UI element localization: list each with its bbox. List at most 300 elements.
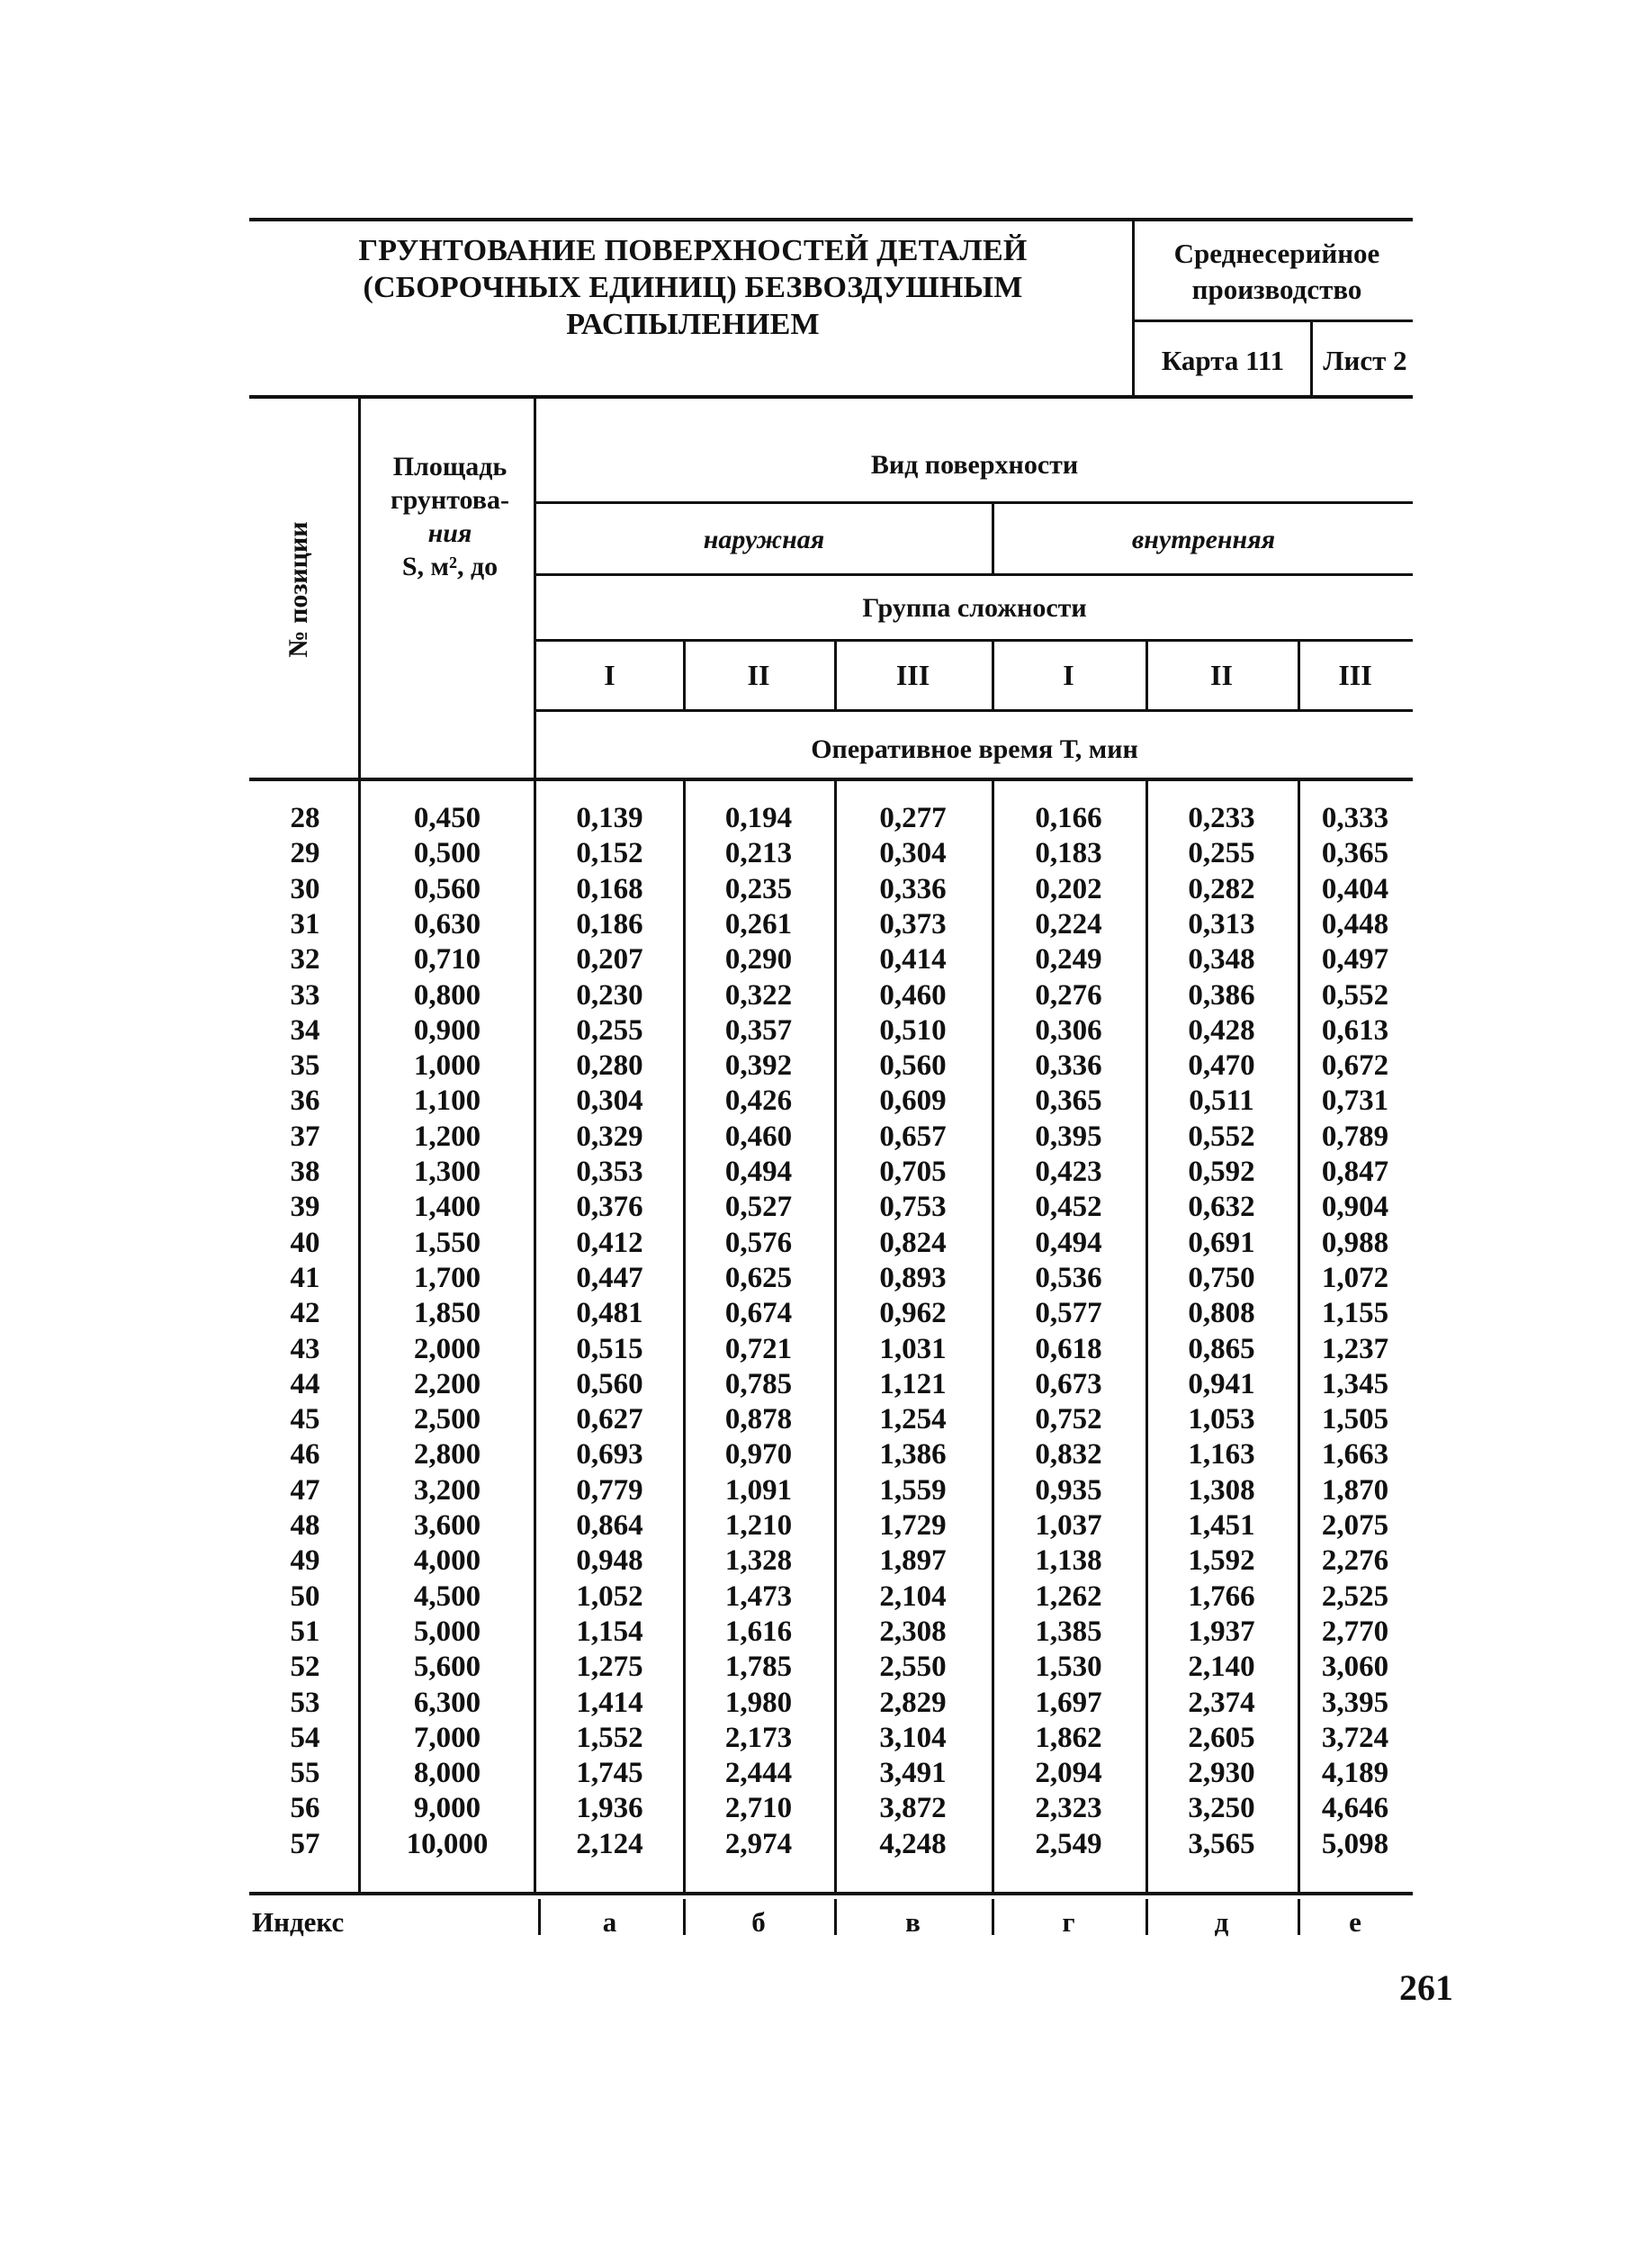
- time-cell: 0,613: [1321, 1013, 1389, 1047]
- time-cell: 1,870: [1321, 1473, 1389, 1507]
- table-row: [0, 978, 1644, 1013]
- time-cell: 0,753: [879, 1191, 947, 1224]
- time-cell: 3,104: [879, 1721, 947, 1754]
- time-cell: 1,616: [724, 1615, 793, 1648]
- table-row: [0, 1544, 1644, 1579]
- area-header-line: S, м², до: [401, 552, 499, 581]
- time-cell: 0,970: [724, 1438, 793, 1472]
- time-cell: 1,121: [879, 1367, 947, 1400]
- time-cell: 0,395: [1035, 1120, 1102, 1153]
- position-cell: 33: [290, 978, 320, 1012]
- time-cell: 0,277: [879, 802, 947, 834]
- time-cell: 0,576: [724, 1226, 793, 1259]
- table-row: [0, 1650, 1644, 1685]
- index-cell: в: [905, 1906, 921, 1938]
- table-row: [0, 1048, 1644, 1084]
- area-cell: 0,500: [413, 837, 481, 870]
- area-cell: 2,500: [413, 1403, 481, 1436]
- complexity-group-inner-3: III: [1338, 659, 1372, 691]
- time-cell: 1,163: [1188, 1438, 1255, 1472]
- time-cell: 0,779: [576, 1473, 643, 1507]
- time-cell: 0,878: [724, 1403, 793, 1436]
- area-cell: 0,450: [413, 802, 481, 834]
- time-cell: 0,276: [1035, 978, 1102, 1012]
- time-cell: 1,308: [1188, 1473, 1255, 1507]
- time-cell: 0,306: [1035, 1013, 1102, 1047]
- time-cell: 2,549: [1035, 1827, 1102, 1860]
- position-cell: 29: [290, 837, 320, 870]
- operative-time-header: Оперативное время Т, мин: [811, 734, 1138, 764]
- table-row: [0, 1402, 1644, 1437]
- time-cell: 0,460: [879, 978, 947, 1012]
- time-cell: 2,770: [1321, 1615, 1389, 1648]
- area-cell: 2,200: [413, 1367, 481, 1400]
- area-cell: 1,300: [413, 1156, 481, 1188]
- time-cell: 0,392: [724, 1049, 793, 1083]
- time-cell: 2,075: [1321, 1509, 1389, 1542]
- position-cell: 41: [290, 1261, 320, 1294]
- time-cell: 0,511: [1189, 1084, 1254, 1118]
- time-cell: 0,261: [724, 907, 793, 940]
- table-row: [0, 1686, 1644, 1721]
- production-line-2: производство: [1191, 274, 1362, 305]
- surface-type-rule: [536, 501, 1413, 504]
- time-cell: 1,237: [1321, 1332, 1389, 1365]
- time-cell: 0,592: [1188, 1156, 1255, 1188]
- time-cell: 0,785: [724, 1367, 793, 1400]
- time-cell: 2,140: [1188, 1651, 1255, 1684]
- table-row: [0, 872, 1644, 907]
- time-cell: 0,224: [1035, 907, 1102, 940]
- time-cell: 1,072: [1321, 1261, 1389, 1294]
- time-cell: 4,646: [1321, 1792, 1389, 1825]
- time-cell: 0,365: [1321, 837, 1389, 870]
- area-cell: 3,600: [413, 1509, 481, 1542]
- outer-header: наружная: [703, 525, 825, 554]
- time-cell: 0,333: [1321, 802, 1389, 834]
- time-cell: 0,510: [879, 1013, 947, 1047]
- table-row: [0, 836, 1644, 871]
- time-cell: 4,248: [879, 1827, 947, 1860]
- area-cell: 7,000: [413, 1721, 481, 1754]
- position-cell: 40: [290, 1226, 320, 1259]
- time-cell: 0,280: [576, 1049, 643, 1083]
- area-header-line: ния: [427, 518, 472, 548]
- time-cell: 0,941: [1188, 1367, 1255, 1400]
- time-cell: 5,098: [1321, 1827, 1389, 1860]
- time-cell: 1,697: [1035, 1686, 1102, 1719]
- time-cell: 1,559: [879, 1473, 947, 1507]
- time-cell: 0,230: [576, 978, 643, 1012]
- time-cell: 1,745: [576, 1757, 643, 1790]
- sheet-number: Лист 2: [1323, 345, 1407, 376]
- area-cell: 0,900: [413, 1013, 481, 1047]
- time-cell: 2,374: [1188, 1686, 1255, 1719]
- area-cell: 8,000: [413, 1757, 481, 1790]
- time-cell: 0,235: [724, 872, 793, 905]
- time-cell: 3,060: [1321, 1651, 1389, 1684]
- area-cell: 1,550: [413, 1226, 481, 1259]
- time-cell: 0,731: [1321, 1084, 1389, 1118]
- time-cell: 0,497: [1321, 943, 1389, 976]
- time-cell: 0,426: [724, 1084, 793, 1118]
- time-cell: 0,249: [1035, 943, 1102, 976]
- table-row: [0, 1084, 1644, 1119]
- time-cell: 0,625: [724, 1261, 793, 1294]
- time-cell: 0,962: [879, 1297, 947, 1330]
- area-header-line: грунтова-: [391, 485, 509, 515]
- page-number: 261: [1399, 1967, 1453, 2008]
- time-cell: 0,412: [576, 1226, 643, 1259]
- area-cell: 0,800: [413, 978, 481, 1012]
- time-cell: 1,345: [1321, 1367, 1389, 1400]
- time-cell: 3,872: [879, 1792, 947, 1825]
- position-cell: 38: [290, 1156, 320, 1188]
- time-cell: 1,210: [724, 1509, 793, 1542]
- header-bottom-rule: [249, 395, 1413, 399]
- inner-header: внутренняя: [1131, 525, 1276, 554]
- outer-inner-rule: [536, 573, 1413, 576]
- time-cell: 0,864: [576, 1509, 643, 1542]
- position-cell: 53: [290, 1686, 320, 1719]
- time-cell: 0,404: [1321, 872, 1389, 905]
- position-cell: 42: [290, 1297, 320, 1330]
- time-cell: 1,937: [1188, 1615, 1255, 1648]
- time-cell: 0,414: [879, 943, 947, 976]
- time-cell: 0,560: [576, 1367, 643, 1400]
- time-cell: 0,632: [1188, 1191, 1255, 1224]
- area-cell: 1,000: [413, 1049, 481, 1083]
- time-cell: 0,290: [724, 943, 793, 976]
- production-rule: [1135, 320, 1413, 322]
- area-cell: 4,000: [413, 1544, 481, 1578]
- document-title: [252, 232, 1134, 343]
- time-cell: 1,552: [576, 1721, 643, 1754]
- area-cell: 9,000: [413, 1792, 481, 1825]
- data-col-divider: [683, 642, 686, 712]
- production-line-1: Среднесерийное: [1173, 238, 1380, 269]
- time-cell: 1,154: [576, 1615, 643, 1648]
- data-col-divider: [834, 642, 837, 712]
- area-cell: 5,600: [413, 1651, 481, 1684]
- position-cell: 56: [290, 1792, 320, 1825]
- time-cell: 0,948: [576, 1544, 643, 1578]
- time-cell: 4,189: [1321, 1757, 1389, 1790]
- complexity-group-outer-1: I: [604, 659, 615, 691]
- time-cell: 3,250: [1188, 1792, 1255, 1825]
- time-cell: 0,618: [1035, 1332, 1102, 1365]
- table-row: [0, 1190, 1644, 1225]
- area-cell: 10,000: [406, 1827, 489, 1860]
- time-cell: 0,233: [1188, 802, 1255, 834]
- time-cell: 1,031: [879, 1332, 947, 1365]
- table-row: [0, 1261, 1644, 1296]
- time-cell: 1,037: [1035, 1509, 1102, 1542]
- time-cell: 1,592: [1188, 1544, 1255, 1578]
- area-cell: 1,100: [413, 1084, 481, 1118]
- time-cell: 0,560: [879, 1049, 947, 1083]
- time-cell: 0,935: [1035, 1473, 1102, 1507]
- area-cell: 0,710: [413, 943, 481, 976]
- position-cell: 54: [290, 1721, 320, 1754]
- title-line-1: ГРУНТОВАНИЕ ПОВЕРХНОСТЕЙ ДЕТАЛЕЙ: [358, 234, 1028, 267]
- time-cell: 0,452: [1035, 1191, 1102, 1224]
- time-cell: 0,353: [576, 1156, 643, 1188]
- table-row: [0, 1155, 1644, 1190]
- time-cell: 3,724: [1321, 1721, 1389, 1754]
- group-rule: [536, 709, 1413, 712]
- table-row: [0, 907, 1644, 942]
- time-cell: 0,447: [576, 1261, 643, 1294]
- time-cell: 0,460: [724, 1120, 793, 1153]
- area-cell: 6,300: [413, 1686, 481, 1719]
- area-cell: 1,400: [413, 1191, 481, 1224]
- time-cell: 3,565: [1188, 1827, 1255, 1860]
- table-row: [0, 1756, 1644, 1791]
- time-cell: 0,494: [1035, 1226, 1102, 1259]
- time-cell: 0,527: [724, 1191, 793, 1224]
- table-row: [0, 1508, 1644, 1544]
- time-cell: 0,282: [1188, 872, 1255, 905]
- position-cell: 57: [290, 1827, 320, 1860]
- body-bottom-rule: [249, 1892, 1413, 1895]
- time-cell: 0,336: [879, 872, 947, 905]
- time-cell: 0,322: [724, 978, 793, 1012]
- time-cell: 0,348: [1188, 943, 1255, 976]
- table-row: [0, 801, 1644, 836]
- area-header-line: Площадь: [392, 452, 508, 482]
- time-cell: 0,213: [724, 837, 793, 870]
- position-cell: 39: [290, 1191, 320, 1224]
- time-cell: 1,155: [1321, 1297, 1389, 1330]
- index-cell: д: [1214, 1906, 1229, 1938]
- time-cell: 0,609: [879, 1084, 947, 1118]
- position-cell: 52: [290, 1651, 320, 1684]
- time-cell: 0,536: [1035, 1261, 1102, 1294]
- area-cell: 5,000: [413, 1615, 481, 1648]
- time-cell: 1,862: [1035, 1721, 1102, 1754]
- time-cell: 0,832: [1035, 1438, 1102, 1472]
- table-row: [0, 1437, 1644, 1472]
- index-cell: е: [1349, 1906, 1361, 1938]
- time-cell: 1,897: [879, 1544, 947, 1578]
- time-cell: 1,091: [724, 1473, 793, 1507]
- position-header: № позиции: [283, 521, 313, 658]
- time-cell: 0,904: [1321, 1191, 1389, 1224]
- table-row: [0, 1226, 1644, 1261]
- table-row: [0, 1791, 1644, 1826]
- time-cell: 0,552: [1188, 1120, 1255, 1153]
- time-cell: 0,357: [724, 1013, 793, 1047]
- time-cell: 0,386: [1188, 978, 1255, 1012]
- time-cell: 2,094: [1035, 1757, 1102, 1790]
- time-cell: 0,304: [576, 1084, 643, 1118]
- index-cell: г: [1062, 1906, 1075, 1938]
- position-cell: 30: [290, 872, 320, 905]
- time-cell: 0,448: [1321, 907, 1389, 940]
- table-row: [0, 1615, 1644, 1650]
- time-cell: 0,721: [724, 1332, 793, 1365]
- position-cell: 48: [290, 1509, 320, 1542]
- time-cell: 0,808: [1188, 1297, 1255, 1330]
- time-cell: 0,255: [1188, 837, 1255, 870]
- position-cell: 50: [290, 1580, 320, 1613]
- time-cell: 2,124: [576, 1827, 643, 1860]
- position-cell: 55: [290, 1757, 320, 1790]
- time-cell: 1,766: [1188, 1580, 1255, 1613]
- time-cell: 0,183: [1035, 837, 1102, 870]
- time-cell: 0,988: [1321, 1226, 1389, 1259]
- time-cell: 2,930: [1188, 1757, 1255, 1790]
- data-col-divider: [1298, 642, 1300, 712]
- time-cell: 0,515: [576, 1332, 643, 1365]
- time-cell: 0,304: [879, 837, 947, 870]
- time-cell: 0,865: [1188, 1332, 1255, 1365]
- time-cell: 2,974: [724, 1827, 793, 1860]
- time-cell: 0,552: [1321, 978, 1389, 1012]
- time-cell: 2,104: [879, 1580, 947, 1613]
- position-cell: 45: [290, 1403, 320, 1436]
- time-cell: 2,550: [879, 1651, 947, 1684]
- complexity-header: Группа сложности: [862, 593, 1087, 623]
- table-row: [0, 1721, 1644, 1756]
- time-cell: 2,444: [724, 1757, 793, 1790]
- time-cell: 0,750: [1188, 1261, 1255, 1294]
- production-type: [1136, 236, 1418, 308]
- time-cell: 0,428: [1188, 1013, 1255, 1047]
- time-cell: 1,262: [1035, 1580, 1102, 1613]
- index-label: Индекс: [252, 1906, 345, 1938]
- position-cell: 31: [290, 907, 320, 940]
- time-cell: 0,255: [576, 1013, 643, 1047]
- complexity-group-inner-1: I: [1063, 659, 1074, 691]
- time-cell: 3,395: [1321, 1686, 1389, 1719]
- time-cell: 0,691: [1188, 1226, 1255, 1259]
- time-cell: 0,152: [576, 837, 643, 870]
- time-cell: 1,138: [1035, 1544, 1102, 1578]
- time-cell: 1,053: [1188, 1403, 1255, 1436]
- index-cell: а: [602, 1906, 617, 1938]
- time-cell: 1,530: [1035, 1651, 1102, 1684]
- time-cell: 1,385: [1035, 1615, 1102, 1648]
- time-cell: 1,328: [724, 1544, 793, 1578]
- position-cell: 47: [290, 1473, 320, 1507]
- time-cell: 0,674: [724, 1297, 793, 1330]
- position-cell: 36: [290, 1084, 320, 1118]
- time-cell: 2,276: [1321, 1544, 1389, 1578]
- complexity-group-outer-2: II: [747, 659, 770, 691]
- table-row: [0, 1367, 1644, 1402]
- time-cell: 1,414: [576, 1686, 643, 1719]
- time-cell: 1,505: [1321, 1403, 1389, 1436]
- area-cell: 2,000: [413, 1332, 481, 1365]
- time-cell: 2,308: [879, 1615, 947, 1648]
- time-cell: 0,847: [1321, 1156, 1389, 1188]
- time-cell: 0,893: [879, 1261, 947, 1294]
- area-header: [364, 450, 535, 583]
- time-cell: 0,168: [576, 872, 643, 905]
- time-cell: 0,824: [879, 1226, 947, 1259]
- time-cell: 0,705: [879, 1156, 947, 1188]
- table-row: [0, 942, 1644, 977]
- time-cell: 0,752: [1035, 1403, 1102, 1436]
- time-cell: 2,173: [724, 1721, 793, 1754]
- time-cell: 1,052: [576, 1580, 643, 1613]
- time-cell: 0,313: [1188, 907, 1255, 940]
- table-row: [0, 1473, 1644, 1508]
- table-row: [0, 1827, 1644, 1862]
- position-cell: 43: [290, 1332, 320, 1365]
- area-cell: 3,200: [413, 1473, 481, 1507]
- area-cell: 2,800: [413, 1438, 481, 1472]
- time-cell: 1,386: [879, 1438, 947, 1472]
- position-cell: 44: [290, 1367, 320, 1400]
- time-cell: 0,186: [576, 907, 643, 940]
- time-cell: 0,470: [1188, 1049, 1255, 1083]
- time-cell: 1,451: [1188, 1509, 1255, 1542]
- time-cell: 0,329: [576, 1120, 643, 1153]
- complexity-group-outer-3: III: [895, 659, 930, 691]
- time-cell: 1,275: [576, 1651, 643, 1684]
- time-cell: 2,829: [879, 1686, 947, 1719]
- time-cell: 0,693: [576, 1438, 643, 1472]
- position-cell: 32: [290, 943, 320, 976]
- time-cell: 0,376: [576, 1191, 643, 1224]
- position-cell: 34: [290, 1013, 320, 1047]
- title-line-2: (СБОРОЧНЫХ ЕДИНИЦ) БЕЗВОЗДУШНЫМ РАСПЫЛЕНИЕМ: [363, 271, 1023, 341]
- time-cell: 1,254: [879, 1403, 947, 1436]
- time-cell: 1,473: [724, 1580, 793, 1613]
- table-row: [0, 1580, 1644, 1615]
- complexity-rule: [536, 639, 1413, 642]
- time-cell: 0,373: [879, 907, 947, 940]
- time-cell: 2,605: [1188, 1721, 1255, 1754]
- time-cell: 2,710: [724, 1792, 793, 1825]
- area-cell: 1,850: [413, 1297, 481, 1330]
- time-cell: 0,202: [1035, 872, 1102, 905]
- time-cell: 0,207: [576, 943, 643, 976]
- table-row: [0, 1332, 1644, 1367]
- position-cell: 49: [290, 1544, 320, 1578]
- position-cell: 51: [290, 1615, 320, 1648]
- area-cell: 0,560: [413, 872, 481, 905]
- time-cell: 0,139: [576, 802, 643, 834]
- position-cell: 46: [290, 1438, 320, 1472]
- table-row: [0, 1296, 1644, 1331]
- surface-type-header: Вид поверхности: [870, 450, 1079, 480]
- time-cell: 0,672: [1321, 1049, 1389, 1083]
- time-cell: 2,323: [1035, 1792, 1102, 1825]
- time-cell: 2,525: [1321, 1580, 1389, 1613]
- time-cell: 0,494: [724, 1156, 793, 1188]
- time-cell: 1,936: [576, 1792, 643, 1825]
- time-cell: 3,491: [879, 1757, 947, 1790]
- time-cell: 0,673: [1035, 1367, 1102, 1400]
- table-row: [0, 1013, 1644, 1048]
- area-cell: 1,700: [413, 1261, 481, 1294]
- time-cell: 0,657: [879, 1120, 947, 1153]
- area-cell: 0,630: [413, 907, 481, 940]
- time-cell: 0,577: [1035, 1297, 1102, 1330]
- time-cell: 1,729: [879, 1509, 947, 1542]
- position-cell: 28: [290, 802, 320, 834]
- header-body-rule: [249, 778, 1413, 781]
- position-cell: 35: [290, 1049, 320, 1083]
- time-cell: 0,627: [576, 1403, 643, 1436]
- card-number: Карта 111: [1161, 345, 1285, 376]
- time-cell: 0,423: [1035, 1156, 1102, 1188]
- area-cell: 1,200: [413, 1120, 481, 1153]
